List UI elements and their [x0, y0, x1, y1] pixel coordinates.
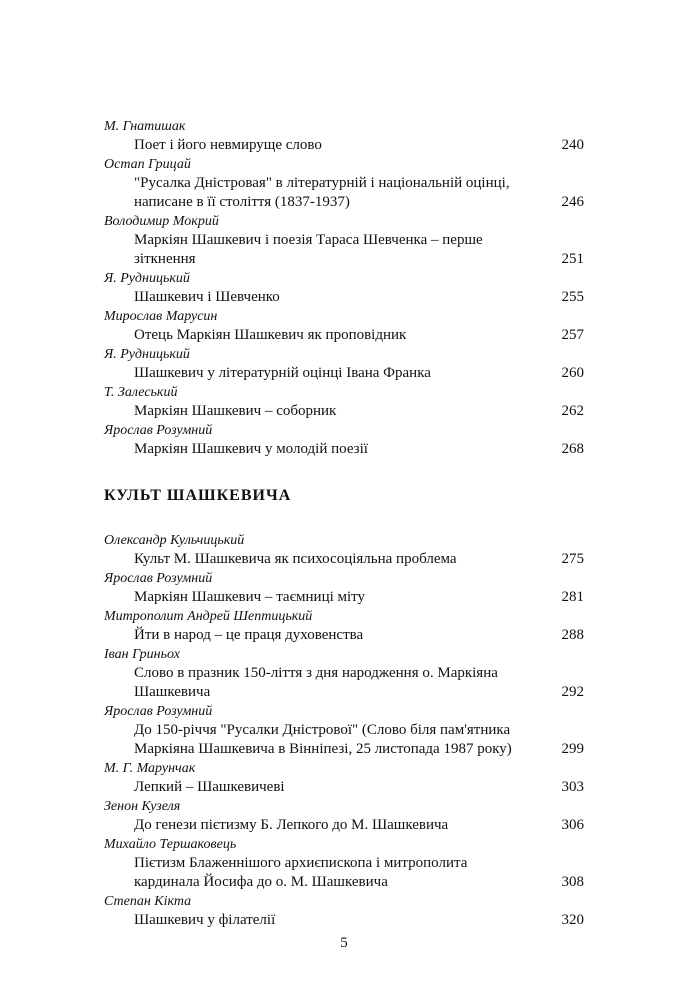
toc-entry [104, 645, 584, 702]
toc-entry [104, 212, 584, 269]
toc-page-number: 257 [561, 327, 584, 343]
toc-list-top [104, 117, 584, 459]
toc-page-number: 308 [561, 874, 584, 890]
toc-title-row [104, 231, 584, 269]
toc-title: До 150-річчя "Русалки Дністрової" (Слово біля пам'ятника Маркіяна Шашкевича в Вінніпезі, 25 листопада 1987 року) [134, 722, 512, 757]
toc-title: Пієтизм Блаженнішого архиєпископа і митрополита кардинала Йосифа до о. М. Шашкевича [134, 855, 468, 890]
toc-author: Т. Залеський [104, 385, 178, 400]
toc-author: Ярослав Розумний [104, 571, 213, 586]
toc-page-number: 292 [561, 684, 584, 700]
toc-title-row [104, 664, 584, 702]
toc-title-row [104, 854, 584, 892]
toc-title: Культ М. Шашкевича як психосоціяльна проблема [134, 551, 457, 567]
toc-entry [104, 607, 584, 645]
toc-title-row [104, 721, 584, 759]
toc-title-row [104, 778, 584, 797]
toc-author: Володимир Мокрий [104, 214, 219, 229]
toc-author: М. Г. Марунчак [104, 761, 196, 776]
toc-title: "Русалка Дністровая" в літературній і національній оцінці, написане в її століття (1837-1937) [134, 175, 510, 210]
toc-title: Лепкий – Шашкевичеві [134, 779, 285, 795]
toc-author: М. Гнатишак [104, 119, 186, 134]
page-number: 5 [340, 935, 348, 951]
toc-title: Слово в празник 150-ліття з дня народження о. Маркіяна Шашкевича [134, 665, 498, 700]
toc-author: Я. Рудницький [104, 271, 190, 286]
toc-author: Я. Рудницький [104, 347, 190, 362]
toc-title-row [104, 402, 584, 421]
toc-title: Йти в народ – це праця духовенства [134, 627, 364, 643]
toc-author: Зенон Кузеля [104, 799, 181, 814]
toc-entry [104, 569, 584, 607]
toc-page-number: 275 [561, 551, 584, 567]
toc-title-row [104, 364, 584, 383]
toc-entry [104, 307, 584, 345]
toc-title-row [104, 816, 584, 835]
toc-title: Шашкевич і Шевченко [134, 289, 280, 305]
toc-title: Шашкевич у літературній оцінці Івана Франка [134, 365, 431, 381]
toc-entry [104, 117, 584, 155]
toc-title-row [104, 440, 584, 459]
toc-list-bottom [104, 531, 584, 930]
toc-author: Мирослав Марусин [104, 309, 218, 324]
toc-title-row [104, 550, 584, 569]
toc-title: Шашкевич у філателії [134, 912, 276, 928]
toc-title: Маркіян Шашкевич у молодій поезії [134, 441, 368, 457]
toc-page-number: 246 [561, 194, 584, 210]
toc-entry [104, 269, 584, 307]
toc-page-number: 251 [561, 251, 584, 267]
toc-page-number: 303 [561, 779, 584, 795]
table-of-contents [104, 117, 584, 930]
toc-entry [104, 345, 584, 383]
toc-author: Михайло Тершаковець [104, 837, 237, 852]
toc-page-number: 288 [561, 627, 584, 643]
toc-author: Митрополит Андрей Шептицький [104, 609, 313, 624]
toc-author: Остап Грицай [104, 157, 191, 172]
toc-page-number: 260 [561, 365, 584, 381]
toc-page-number: 240 [561, 137, 584, 153]
toc-author: Ярослав Розумний [104, 423, 213, 438]
toc-title: Отець Маркіян Шашкевич як проповідник [134, 327, 407, 343]
toc-title: Маркіян Шашкевич – таємниці міту [134, 589, 366, 605]
toc-entry [104, 702, 584, 759]
toc-entry [104, 421, 584, 459]
toc-author: Степан Кікта [104, 894, 192, 909]
toc-title: До генези пієтизму Б. Лепкого до М. Шашкевича [134, 817, 449, 833]
toc-page-number: 299 [561, 741, 584, 757]
toc-title-row [104, 288, 584, 307]
toc-entry [104, 797, 584, 835]
toc-page-number: 320 [561, 912, 584, 928]
toc-entry [104, 155, 584, 212]
toc-entry [104, 383, 584, 421]
toc-entry [104, 759, 584, 797]
toc-author: Іван Гриньох [104, 647, 180, 662]
toc-entry [104, 892, 584, 930]
toc-page-number: 255 [561, 289, 584, 305]
toc-page-number: 268 [561, 441, 584, 457]
toc-title: Поет і його невмируще слово [134, 137, 322, 153]
section-heading: КУЛЬТ ШАШКЕВИЧА [104, 487, 292, 504]
toc-author: Ярослав Розумний [104, 704, 213, 719]
toc-entry [104, 531, 584, 569]
toc-page-number: 306 [561, 817, 584, 833]
toc-title-row [104, 588, 584, 607]
toc-page-number: 262 [561, 403, 584, 419]
toc-title-row [104, 626, 584, 645]
toc-title-row [104, 326, 584, 345]
toc-entry [104, 835, 584, 892]
toc-title-row [104, 911, 584, 930]
toc-title: Маркіян Шашкевич і поезія Тараса Шевченка – перше зіткнення [134, 232, 483, 267]
toc-author: Олександр Кульчицький [104, 533, 245, 548]
toc-title-row [104, 174, 584, 212]
toc-page-number: 281 [561, 589, 584, 605]
toc-title: Маркіян Шашкевич – соборник [134, 403, 337, 419]
toc-title-row [104, 136, 584, 155]
